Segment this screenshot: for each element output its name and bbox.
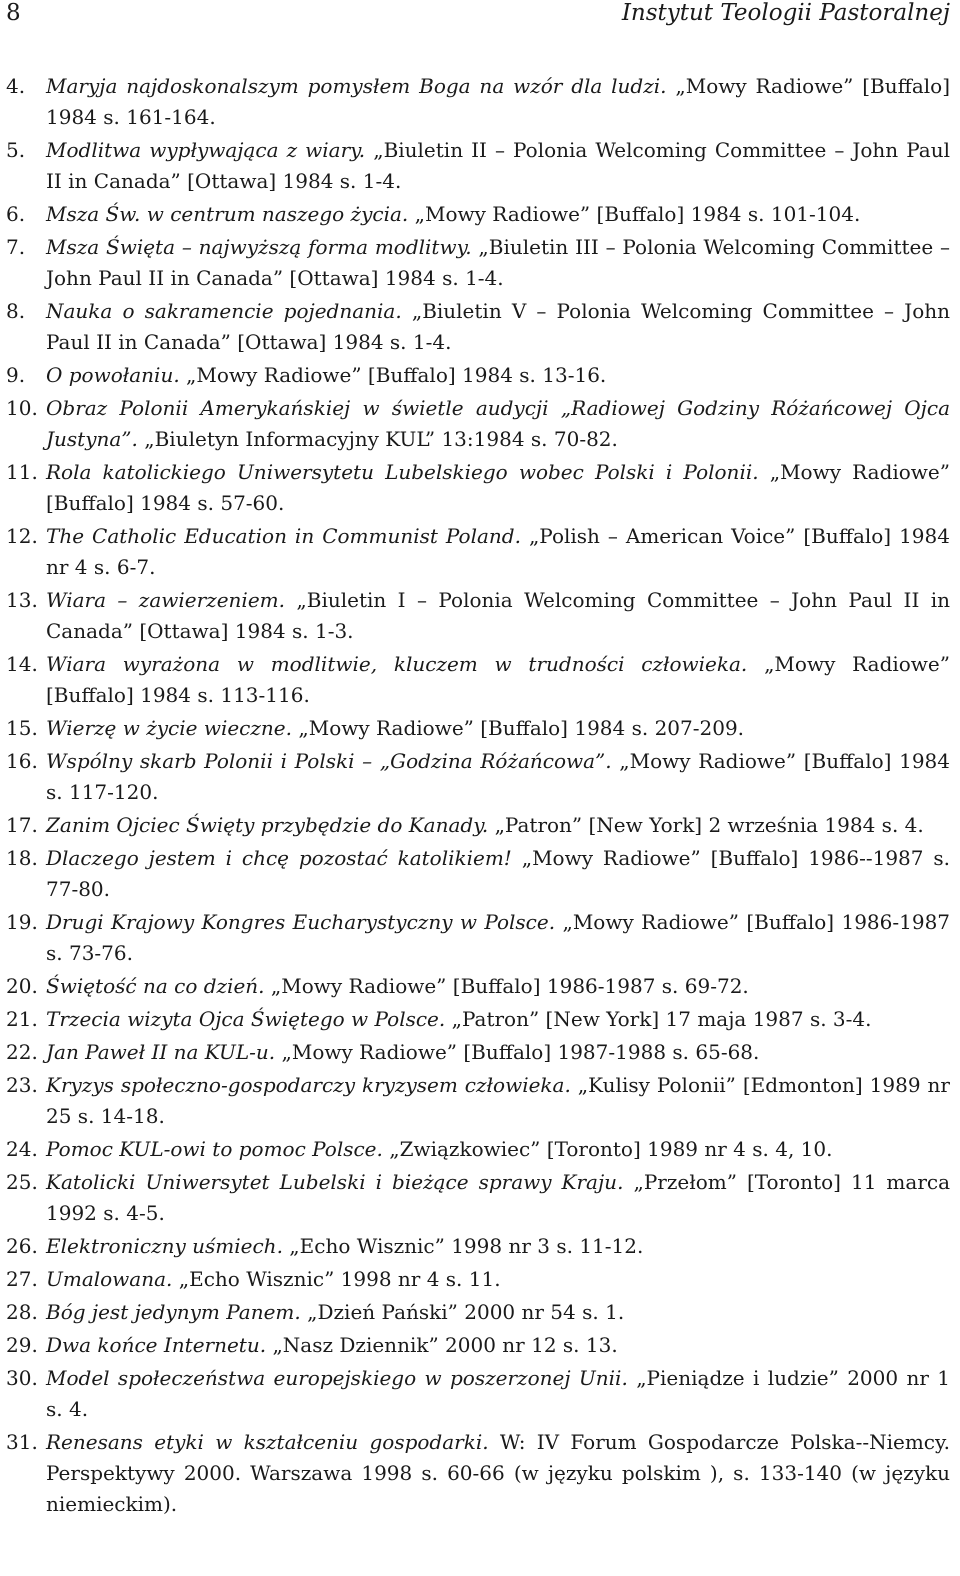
bibliography-entry: [6, 135, 950, 197]
entry-title: Renesans etyki w kształceniu gospodarki.: [46, 1430, 489, 1454]
bibliography-list: [6, 71, 950, 1520]
entry-text: [46, 649, 950, 711]
entry-source: „Mowy Radiowe” [Buffalo] 1986-1987 s. 73-76.: [46, 910, 951, 965]
entry-source: „Echo Wisznic” 1998 nr 4 s. 11.: [178, 1267, 501, 1291]
entry-source: „Kulisy Polonii” [Edmonton] 1989 nr 25 s. 14-18.: [46, 1073, 950, 1128]
bibliography-entry: [6, 843, 950, 905]
entry-text: [46, 907, 950, 969]
entry-source: „Echo Wisznic” 1998 nr 3 s. 11-12.: [289, 1234, 644, 1258]
entry-text: [46, 971, 950, 1002]
entry-source: W: IV Forum Gospodarcze Polska--Niemcy. Perspektywy 2000. Warszawa 1998 s. 60-66 (w języku polskim ), s. 133-140 (w języku niemieckim).: [46, 1430, 951, 1516]
entry-text: [46, 1070, 950, 1132]
entry-title: Jan Paweł II na KUL-u.: [46, 1040, 276, 1064]
entry-source: „Mowy Radiowe” [Buffalo] 1984 s. 101-104.: [414, 202, 861, 226]
entry-number: 11.: [6, 460, 38, 484]
entry-source: „Związkowiec” [Toronto] 1989 nr 4 s. 4, 10.: [389, 1137, 833, 1161]
bibliography-entry: [6, 1264, 950, 1295]
entry-text: [46, 746, 950, 808]
entry-source: „Mowy Radiowe” [Buffalo] 1984 s. 161-164.: [46, 74, 950, 129]
entry-number: 4.: [6, 74, 26, 98]
entry-title: Wierzę w życie wieczne.: [46, 716, 292, 740]
entry-title: Zanim Ojciec Święty przybędzie do Kanady.: [46, 813, 489, 837]
bibliography-entry: [6, 296, 950, 358]
entry-source: „Patron” [New York] 17 maja 1987 s. 3-4.: [451, 1007, 872, 1031]
bibliography-entry: [6, 1231, 950, 1262]
entry-number: 6.: [6, 202, 26, 226]
entry-text: [46, 843, 950, 905]
entry-title: Dwa końce Internetu.: [46, 1333, 267, 1357]
entry-title: Świętość na co dzień.: [46, 974, 265, 998]
entry-number: 14.: [6, 652, 38, 676]
entry-title: The Catholic Education in Communist Poland.: [46, 524, 521, 548]
entry-source: „Mowy Radiowe” [Buffalo] 1987-1988 s. 65-68.: [281, 1040, 760, 1064]
entry-text: [46, 1427, 950, 1520]
bibliography-entry: [6, 810, 950, 841]
entry-number: 23.: [6, 1073, 38, 1097]
entry-number: 5.: [6, 138, 26, 162]
bibliography-entry: [6, 1330, 950, 1361]
entry-source: „Mowy Radiowe” [Buffalo] 1984 s. 207-209.: [298, 716, 745, 740]
entry-source: „Polish – American Voice” [Buffalo] 1984 nr 4 s. 6-7.: [46, 524, 950, 579]
entry-text: [46, 585, 950, 647]
entry-source: „Pieniądze i ludzie” 2000 nr 1 s. 4.: [46, 1366, 951, 1421]
entry-number: 9.: [6, 363, 26, 387]
entry-number: 20.: [6, 974, 38, 998]
entry-source: „Mowy Radiowe” [Buffalo] 1986-1987 s. 69-72.: [270, 974, 749, 998]
entry-text: [46, 1004, 950, 1035]
entry-text: [46, 232, 950, 294]
entry-text: [46, 1231, 950, 1262]
entry-text: [46, 713, 950, 744]
entry-number: 15.: [6, 716, 38, 740]
entry-source: „Mowy Radiowe” [Buffalo] 1984 s. 117-120.: [46, 749, 950, 804]
entry-number: 8.: [6, 299, 26, 323]
entry-text: [46, 199, 950, 230]
entry-text: [46, 1134, 950, 1165]
entry-title: Wiara – zawierzeniem.: [46, 588, 285, 612]
entry-title: O powołaniu.: [46, 363, 180, 387]
entry-number: 16.: [6, 749, 38, 773]
entry-text: [46, 135, 950, 197]
entry-title: Maryja najdoskonalszym pomysłem Boga na wzór dla ludzi.: [46, 74, 667, 98]
bibliography-entry: [6, 971, 950, 1002]
entry-source: „Dzień Pański” 2000 nr 54 s. 1.: [307, 1300, 625, 1324]
entry-title: Model społeczeństwa europejskiego w poszerzonej Unii.: [46, 1366, 628, 1390]
bibliography-entry: [6, 1070, 950, 1132]
entry-number: 13.: [6, 588, 38, 612]
entry-source: „Mowy Radiowe” [Buffalo] 1986--1987 s. 77-80.: [46, 846, 950, 901]
entry-text: [46, 393, 950, 455]
entry-title: Wiara wyrażona w modlitwie, kluczem w trudności człowieka.: [46, 652, 748, 676]
running-title: Instytut Teologii Pastoralnej: [621, 0, 950, 26]
entry-number: 28.: [6, 1300, 38, 1324]
bibliography-entry: [6, 457, 950, 519]
entry-source: „Biuletin III – Polonia Welcoming Committee – John Paul II in Canada” [Ottawa] 1984 s. 1-4.: [46, 235, 951, 290]
bibliography-entry: [6, 907, 950, 969]
entry-title: Wspólny skarb Polonii i Polski – „Godzina Różańcowa”.: [46, 749, 612, 773]
entry-title: Modlitwa wypływająca z wiary.: [46, 138, 366, 162]
entry-number: 27.: [6, 1267, 38, 1291]
entry-number: 25.: [6, 1170, 38, 1194]
entry-title: Katolicki Uniwersytet Lubelski i bieżące sprawy Kraju.: [46, 1170, 624, 1194]
bibliography-entry: [6, 1004, 950, 1035]
entry-number: 29.: [6, 1333, 38, 1357]
entry-text: [46, 810, 950, 841]
entry-title: Msza Święta – najwyższą forma modlitwy.: [46, 235, 472, 259]
entry-title: Umalowana.: [46, 1267, 173, 1291]
entry-source: „Mowy Radiowe” [Buffalo] 1984 s. 113-116.: [46, 652, 950, 707]
entry-source: „Przełom” [Toronto] 11 marca 1992 s. 4-5.: [46, 1170, 951, 1225]
bibliography-entry: [6, 585, 950, 647]
bibliography-entry: [6, 1134, 950, 1165]
bibliography-entry: [6, 1037, 950, 1068]
entry-title: Elektroniczny uśmiech.: [46, 1234, 283, 1258]
entry-title: Nauka o sakramencie pojednania.: [46, 299, 402, 323]
entry-title: Trzecia wizyta Ojca Świętego w Polsce.: [46, 1007, 446, 1031]
entry-source: „Patron” [New York] 2 września 1984 s. 4.: [494, 813, 924, 837]
entry-title: Bóg jest jedynym Panem.: [46, 1300, 301, 1324]
entry-source: „Nasz Dziennik” 2000 nr 12 s. 13.: [272, 1333, 618, 1357]
entry-number: 10.: [6, 396, 38, 420]
entry-text: [46, 71, 950, 133]
bibliography-entry: [6, 1167, 950, 1229]
entry-title: Obraz Polonii Amerykańskiej w świetle audycji „Radiowej Godziny Różańcowej Ojca Justyna”.: [46, 396, 950, 451]
bibliography-entry: [6, 199, 950, 230]
entry-text: [46, 1264, 950, 1295]
entry-title: Msza Św. w centrum naszego życia.: [46, 202, 409, 226]
entry-text: [46, 521, 950, 583]
entry-title: Dlaczego jestem i chcę pozostać katolikiem!: [46, 846, 512, 870]
entry-text: [46, 1167, 950, 1229]
entry-title: Kryzys społeczno-gospodarczy kryzysem człowieka.: [46, 1073, 571, 1097]
bibliography-entry: [6, 746, 950, 808]
entry-number: 19.: [6, 910, 38, 934]
bibliography-entry: [6, 393, 950, 455]
entry-title: Pomoc KUL-owi to pomoc Polsce.: [46, 1137, 383, 1161]
entry-text: [46, 1297, 950, 1328]
bibliography-entry: [6, 649, 950, 711]
entry-number: 24.: [6, 1137, 38, 1161]
bibliography-entry: [6, 360, 950, 391]
entry-source: „Mowy Radiowe” [Buffalo] 1984 s. 13-16.: [186, 363, 607, 387]
entry-source: „Biuletin II – Polonia Welcoming Committee – John Paul II in Canada” [Ottawa] 1984 s. 1-4.: [46, 138, 950, 193]
entry-number: 22.: [6, 1040, 38, 1064]
bibliography-entry: [6, 1363, 950, 1425]
entry-text: [46, 1363, 950, 1425]
entry-text: [46, 360, 950, 391]
bibliography-entry: [6, 1297, 950, 1328]
bibliography-entry: [6, 1427, 950, 1520]
entry-number: 7.: [6, 235, 26, 259]
entry-title: Drugi Krajowy Kongres Eucharystyczny w Polsce.: [46, 910, 556, 934]
entry-number: 31.: [6, 1430, 38, 1454]
entry-text: [46, 1037, 950, 1068]
entry-text: [46, 1330, 950, 1361]
page-header: [6, 0, 950, 40]
bibliography-entry: [6, 713, 950, 744]
entry-title: Rola katolickiego Uniwersytetu Lubelskiego wobec Polski i Polonii.: [46, 460, 759, 484]
entry-text: [46, 457, 950, 519]
bibliography-entry: [6, 232, 950, 294]
entry-number: 21.: [6, 1007, 38, 1031]
entry-number: 26.: [6, 1234, 38, 1258]
page-number: 8: [6, 0, 21, 26]
entry-number: 17.: [6, 813, 38, 837]
entry-number: 18.: [6, 846, 38, 870]
entry-source: „Biuletyn Informacyjny KUL” 13:1984 s. 70-82.: [144, 427, 618, 451]
entry-text: [46, 296, 950, 358]
bibliography-entry: [6, 71, 950, 133]
entry-source: „Biuletin V – Polonia Welcoming Committee – John Paul II in Canada” [Ottawa] 1984 s. 1-4.: [46, 299, 950, 354]
entry-source: „Biuletin I – Polonia Welcoming Committee – John Paul II in Canada” [Ottawa] 1984 s. 1-3.: [46, 588, 951, 643]
entry-number: 30.: [6, 1366, 38, 1390]
entry-number: 12.: [6, 524, 38, 548]
bibliography-entry: [6, 521, 950, 583]
entry-source: „Mowy Radiowe” [Buffalo] 1984 s. 57-60.: [46, 460, 950, 515]
